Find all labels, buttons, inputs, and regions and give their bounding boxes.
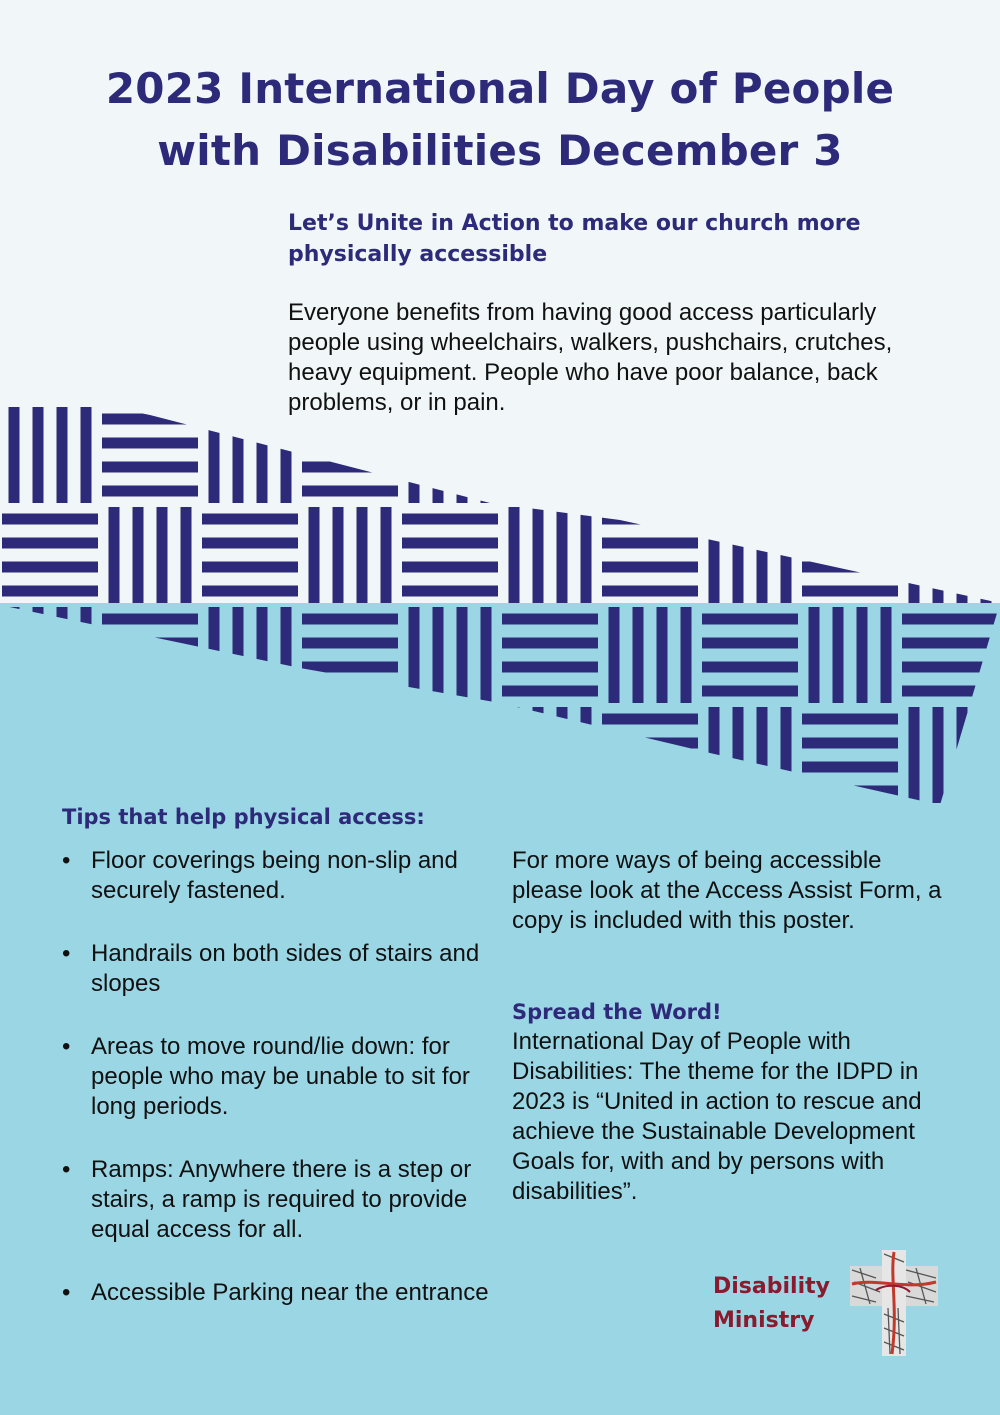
weave-stripe xyxy=(102,438,198,449)
weave-stripe xyxy=(502,486,598,497)
tip-item: • Floor coverings being non-slip and securely fastened. xyxy=(62,846,502,906)
weave-stripe xyxy=(602,714,698,725)
page-title xyxy=(60,58,940,182)
weave-stripe xyxy=(509,707,520,803)
tip-item: • Handrails on both sides of stairs and slopes xyxy=(62,939,502,999)
weave-stripe xyxy=(202,786,298,797)
weave-stripe xyxy=(257,407,268,503)
weave-stripe xyxy=(402,586,498,597)
weave-stripe xyxy=(502,686,598,697)
weave-stripe xyxy=(809,607,820,703)
weave-stripe xyxy=(402,538,498,549)
weave-stripe xyxy=(302,438,398,449)
weave-stripe xyxy=(33,607,44,703)
weave-stripe xyxy=(2,786,98,797)
weave-stripe xyxy=(657,607,668,703)
intro-paragraph: Everyone benefits from having good access particularly people using wheelchairs, walkers, pushchairs, crutches, heavy equipment. People who have poor balance, back problems, or in pain. xyxy=(288,299,893,416)
weave-stripe xyxy=(157,507,168,603)
weave-stripe xyxy=(9,607,20,703)
weave-stripe xyxy=(281,407,292,503)
weave-stripe xyxy=(202,538,298,549)
weave-stripe xyxy=(781,707,792,803)
weave-stripe xyxy=(302,662,398,673)
weave-stripe xyxy=(302,686,398,697)
weave-stripe xyxy=(57,607,68,703)
tip-item: • Areas to move round/lie down: for people who may be unable to sit for long periods. xyxy=(62,1032,502,1122)
weave-stripe xyxy=(202,514,298,525)
weave-stripe xyxy=(202,714,298,725)
weave-stripe xyxy=(809,407,820,503)
weave-stripe xyxy=(709,507,720,603)
weave-stripe xyxy=(502,662,598,673)
weave-stripe xyxy=(102,638,198,649)
weave-stripe xyxy=(902,438,998,449)
weave-stripe xyxy=(381,707,392,803)
weave-stripe xyxy=(357,707,368,803)
weave-stripe xyxy=(802,762,898,773)
weave-stripe xyxy=(602,562,698,573)
weave-stripe xyxy=(209,607,220,703)
weave-stripe xyxy=(202,762,298,773)
logo-line-2: Ministry xyxy=(713,1308,815,1333)
weave-stripe xyxy=(902,462,998,473)
weave-stripe xyxy=(333,707,344,803)
tip-item: • Accessible Parking near the entrance xyxy=(62,1278,502,1308)
logo-line-1: Disability xyxy=(713,1274,830,1299)
weave-stripe xyxy=(881,407,892,503)
weave-stripe xyxy=(481,607,492,703)
weave-stripe xyxy=(481,407,492,503)
weave-stripe xyxy=(9,407,20,503)
weave-stripe xyxy=(57,407,68,503)
weave-stripe xyxy=(2,586,98,597)
weave-stripe xyxy=(233,407,244,503)
weave-stripe xyxy=(102,462,198,473)
weave-stripe xyxy=(909,507,920,603)
weave-stripe xyxy=(702,662,798,673)
weave-stripe xyxy=(181,707,192,803)
weave-stripe xyxy=(202,586,298,597)
spread-heading: Spread the Word! xyxy=(512,1000,722,1024)
weave-stripe xyxy=(602,738,698,749)
weave-stripe xyxy=(409,407,420,503)
weave-stripe xyxy=(402,562,498,573)
weave-stripe xyxy=(581,707,592,803)
spread-paragraph: International Day of People with Disabilities: The theme for the IDPD in 2023 is “United in action to rescue and achieve the Sustainable Development Goals for, with and by persons with disabilities”. xyxy=(512,1028,922,1205)
weave-stripe xyxy=(502,438,598,449)
weave-stripe xyxy=(81,607,92,703)
weave-stripe xyxy=(781,507,792,603)
weave-stripe xyxy=(2,762,98,773)
weave-stripe xyxy=(102,662,198,673)
weave-stripe xyxy=(2,562,98,573)
weave-stripe xyxy=(933,507,944,603)
weave-stripe xyxy=(102,614,198,625)
weave-stripe xyxy=(181,507,192,603)
title-line-1: 2023 International Day of People xyxy=(105,64,895,113)
weave-stripe xyxy=(802,714,898,725)
weave-stripe xyxy=(602,538,698,549)
weave-stripe xyxy=(2,514,98,525)
weave-stripe xyxy=(802,538,898,549)
weave-stripe xyxy=(957,707,968,803)
weave-stripe xyxy=(733,507,744,603)
weave-stripe xyxy=(857,407,868,503)
weave-stripe xyxy=(33,407,44,503)
weave-stripe xyxy=(709,707,720,803)
weave-stripe xyxy=(581,507,592,603)
weave-stripe xyxy=(133,707,144,803)
weave-stripe xyxy=(302,486,398,497)
weave-stripe xyxy=(657,407,668,503)
weave-stripe xyxy=(757,707,768,803)
weave-stripe xyxy=(681,407,692,503)
weave-stripe xyxy=(202,562,298,573)
weave-stripe xyxy=(557,507,568,603)
weave-stripe xyxy=(81,407,92,503)
weave-stripe xyxy=(381,507,392,603)
weave-stripe xyxy=(881,607,892,703)
weave-stripe xyxy=(133,507,144,603)
weave-stripe xyxy=(433,407,444,503)
more-info-paragraph: For more ways of being accessible please look at the Access Assist Form, a copy is included with this poster. xyxy=(512,847,942,934)
weave-stripe xyxy=(509,507,520,603)
weave-stripe xyxy=(281,607,292,703)
weave-stripe xyxy=(109,507,120,603)
weave-stripe xyxy=(802,786,898,797)
weave-stripe xyxy=(702,686,798,697)
weave-stripe xyxy=(433,607,444,703)
weave-stripe xyxy=(402,762,498,773)
weave-stripe xyxy=(457,407,468,503)
weave-stripe xyxy=(457,607,468,703)
weave-stripe xyxy=(357,507,368,603)
weave-stripe xyxy=(533,507,544,603)
subtitle: Let’s Unite in Action to make our church more physically accessible xyxy=(288,211,861,267)
weave-stripe xyxy=(409,607,420,703)
weave-stripe xyxy=(702,438,798,449)
weave-stripe xyxy=(309,707,320,803)
weave-stripe xyxy=(757,507,768,603)
weave-stripe xyxy=(609,407,620,503)
weave-stripe xyxy=(902,614,998,625)
weave-stripe xyxy=(857,607,868,703)
weave-stripe xyxy=(902,662,998,673)
weave-stripe xyxy=(902,638,998,649)
weave-stripe xyxy=(102,486,198,497)
weave-stripe xyxy=(602,586,698,597)
weave-stripe xyxy=(702,462,798,473)
cross-icon xyxy=(846,1248,942,1358)
weave-stripe xyxy=(257,607,268,703)
weave-stripe xyxy=(402,714,498,725)
weave-stripe xyxy=(833,607,844,703)
weave-stripe xyxy=(602,762,698,773)
weave-stripe xyxy=(557,707,568,803)
weave-stripe xyxy=(309,507,320,603)
weave-stripe xyxy=(202,738,298,749)
weave-stripe xyxy=(302,462,398,473)
weave-stripe xyxy=(633,407,644,503)
weave-stripe xyxy=(902,486,998,497)
weave-stripe xyxy=(633,607,644,703)
weave-stripe xyxy=(802,562,898,573)
weave-stripe xyxy=(833,407,844,503)
weave-stripe xyxy=(402,514,498,525)
tips-heading: Tips that help physical access: xyxy=(62,805,425,829)
weave-stripe xyxy=(802,514,898,525)
weave-stripe xyxy=(502,614,598,625)
weave-stripe xyxy=(502,462,598,473)
weave-stripe xyxy=(802,738,898,749)
weave-stripe xyxy=(733,707,744,803)
weave-stripe xyxy=(402,786,498,797)
weave-stripe xyxy=(302,614,398,625)
weave-stripe xyxy=(981,707,992,803)
weave-stripe xyxy=(609,607,620,703)
weave-stripe xyxy=(602,786,698,797)
weave-stripe xyxy=(157,707,168,803)
weave-stripe xyxy=(702,638,798,649)
weave-stripe xyxy=(333,507,344,603)
weave-stripe xyxy=(981,507,992,603)
weave-stripe xyxy=(902,686,998,697)
weave-stripe xyxy=(533,707,544,803)
weave-stripe xyxy=(233,607,244,703)
tips-list xyxy=(62,846,502,1341)
title-line-2: with Disabilities December 3 xyxy=(157,126,843,175)
weave-stripe xyxy=(702,614,798,625)
weave-stripe xyxy=(2,714,98,725)
weave-stripe xyxy=(402,738,498,749)
weave-stripe xyxy=(909,707,920,803)
weave-stripe xyxy=(502,638,598,649)
weave-stripe xyxy=(933,707,944,803)
weave-stripe xyxy=(102,686,198,697)
weave-stripe xyxy=(681,607,692,703)
weave-stripe xyxy=(209,407,220,503)
weave-stripe xyxy=(802,586,898,597)
weave-stripe xyxy=(702,486,798,497)
weave-stripe xyxy=(602,514,698,525)
weave-stripe xyxy=(102,414,198,425)
weave-stripe xyxy=(2,738,98,749)
weave-stripe xyxy=(109,707,120,803)
weave-stripe xyxy=(2,538,98,549)
tip-item: • Ramps: Anywhere there is a step or stairs, a ramp is required to provide equal access for all. xyxy=(62,1155,502,1245)
weave-stripe xyxy=(302,638,398,649)
weave-stripe xyxy=(957,507,968,603)
ministry-logo-text xyxy=(713,1270,830,1338)
